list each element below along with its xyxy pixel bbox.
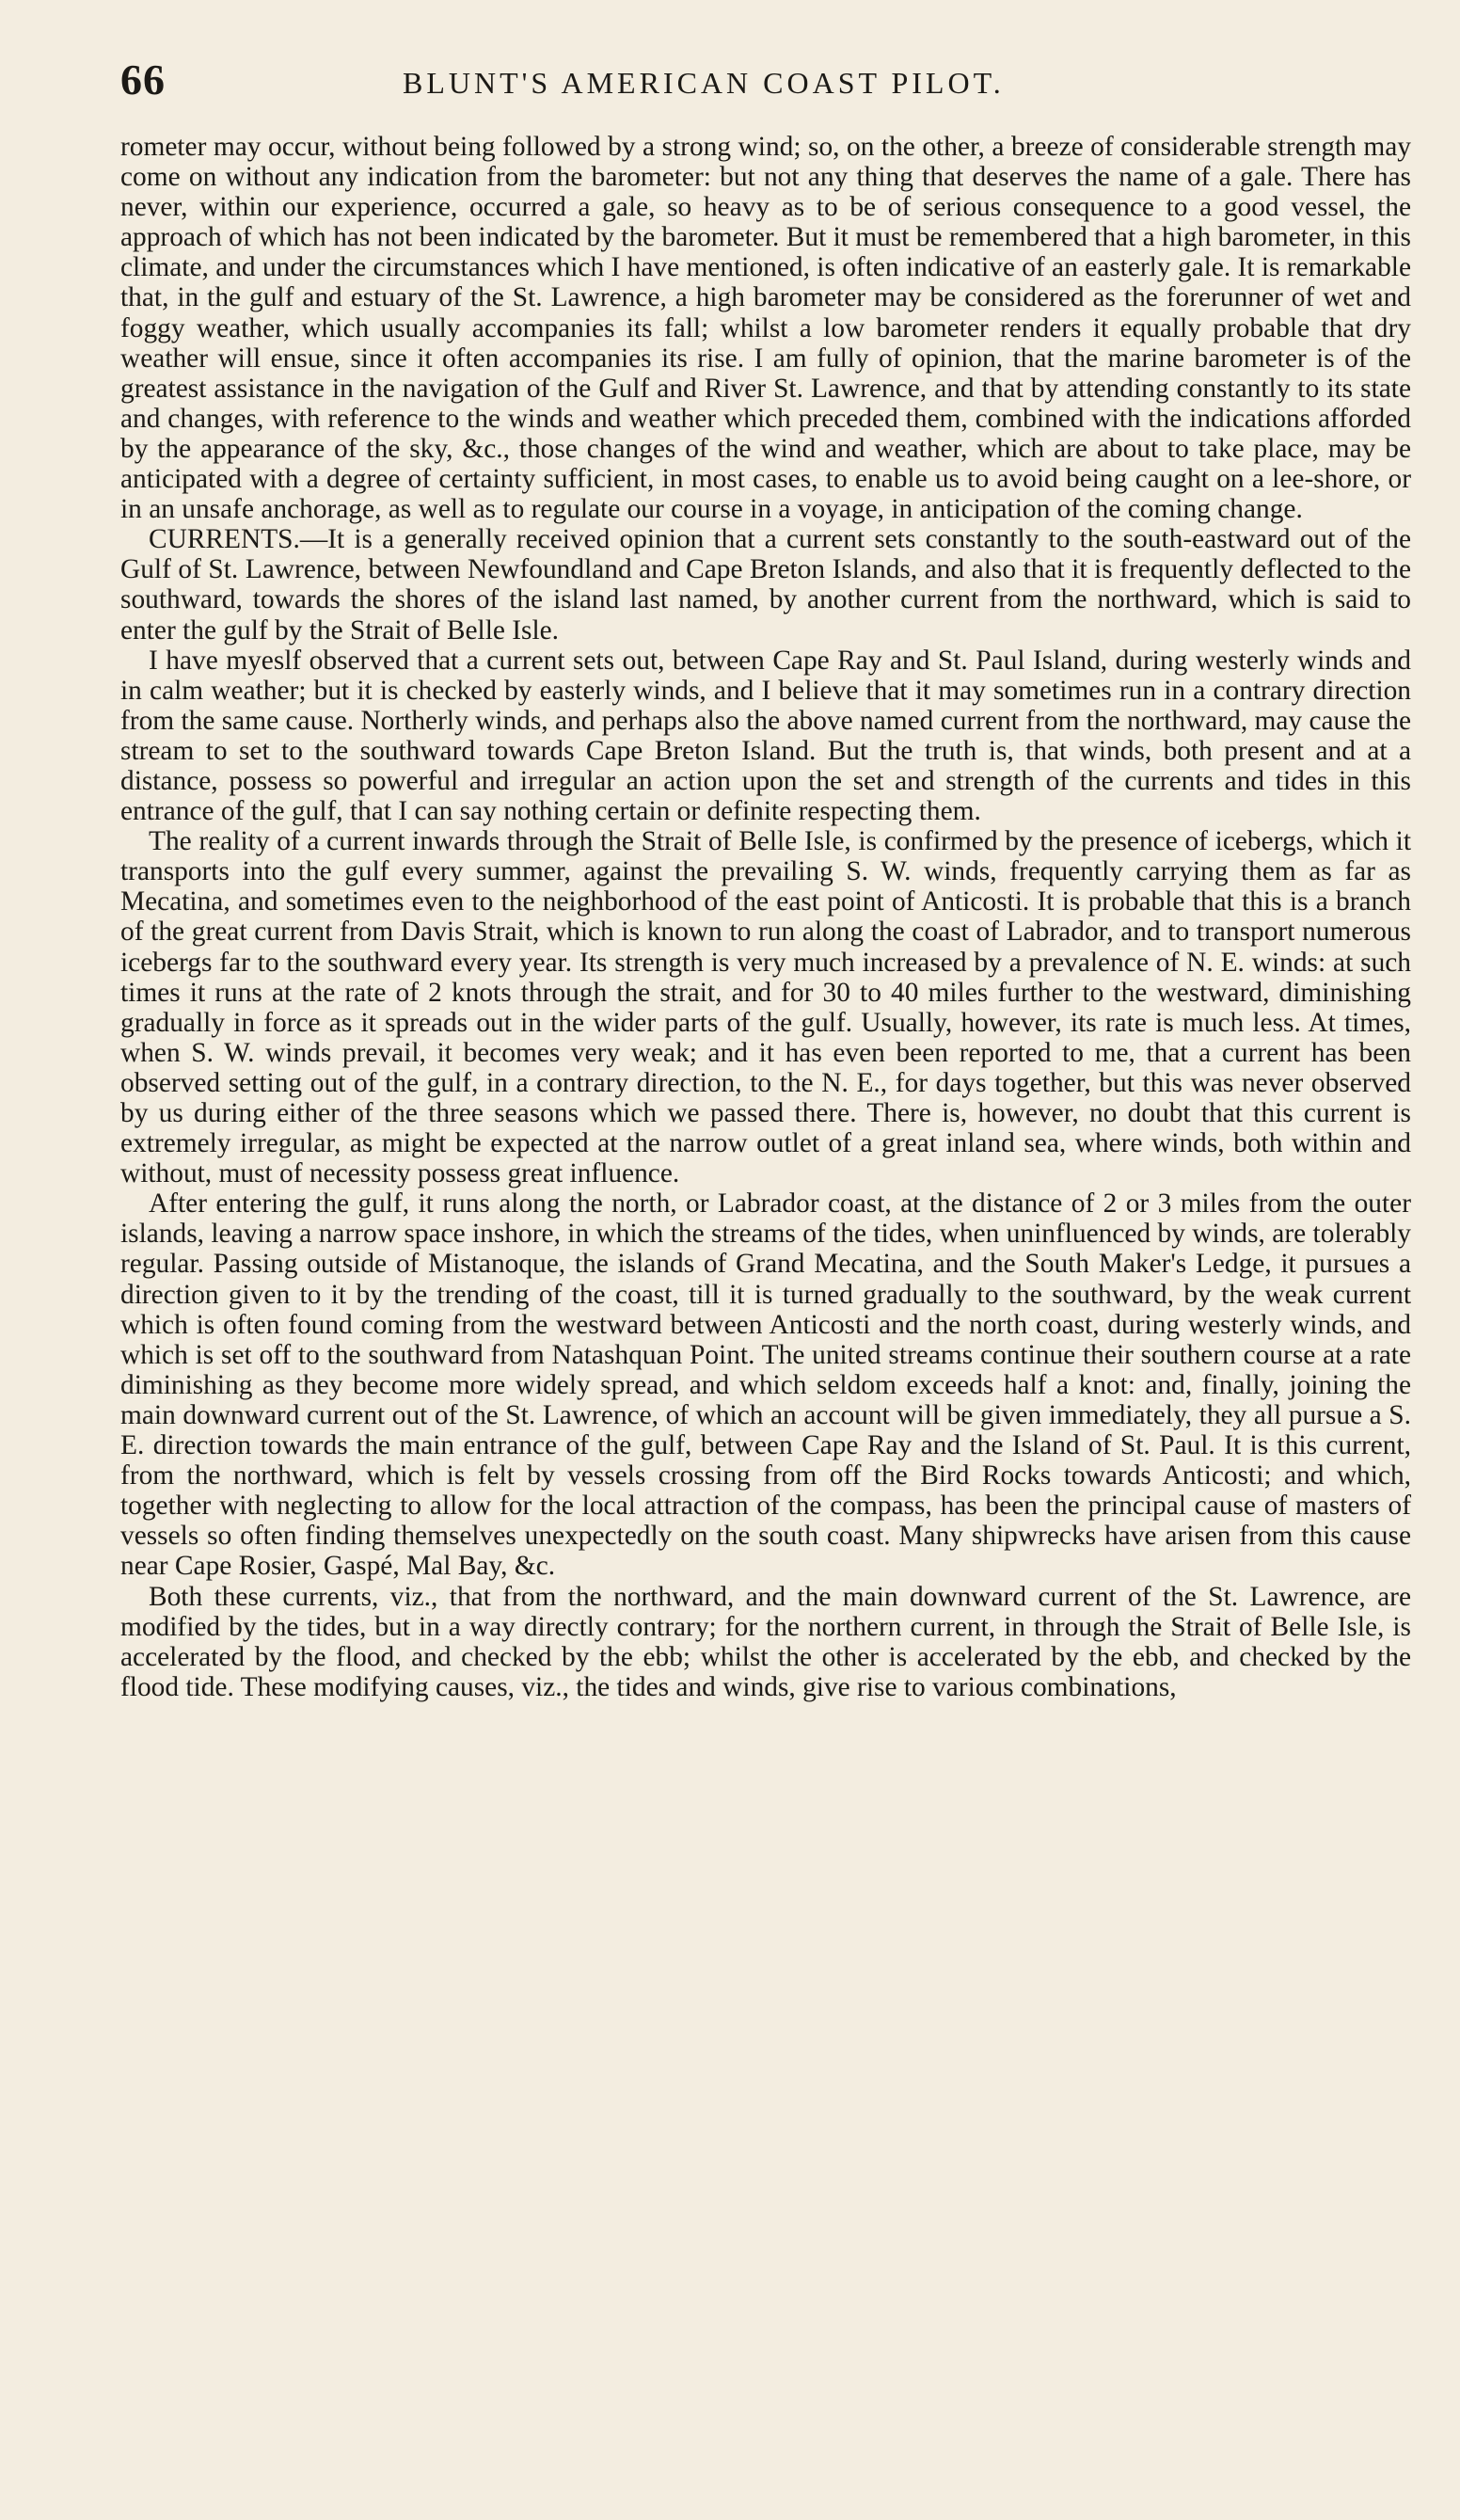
paragraph-currents: CURRENTS.—It is a generally received opinion that a current sets constantly to the south-eastward out of the Gulf of St. Lawrence, between Newfoundland and Cape Breton Islands, and also that it is frequently deflected to the southward, towards the shores of the island last named, by another current from the northward, which is said to enter the gulf by the Strait of Belle Isle. xyxy=(120,524,1411,646)
paragraph-belle-isle: The reality of a current inwards through the Strait of Belle Isle, is confirmed by the presence of icebergs, which it transports into the gulf every summer, against the prevailing S. W. winds, frequently carrying them as far as Mecatina, and sometimes even to the neighborhood of the east point of Anticosti. It is probable that this is a branch of the great current from Davis Strait, which is known to run along the coast of Labrador, and to transport numerous icebergs far to the southward every year. Its strength is very much increased by a prevalence of N. E. winds: at such times it runs at the rate of 2 knots through the strait, and for 30 to 40 miles further to the westward, diminishing gradually in force as it spreads out in the wider parts of the gulf. Usually, however, its rate is much less. At times, when S. W. winds prevail, it becomes very weak; and it has even been reported to me, that a current has been observed setting out of the gulf, in a contrary direction, to the N. E., for days together, but this was never observed by us during either of the three seasons which we passed there. There is, however, no doubt that this current is extremely irregular, as might be expected at the narrow outlet of a great inland sea, where winds, both within and without, must of necessity possess great influence. xyxy=(120,826,1411,1189)
paragraph-cape-ray: I have myeslf observed that a current sets out, between Cape Ray and St. Paul Island, during westerly winds and in calm weather; but it is checked by easterly winds, and I believe that it may sometimes run in a contrary direction from the same cause. Northerly winds, and perhaps also the above named current from the northward, may cause the stream to set to the southward towards Cape Breton Island. But the truth is, that winds, both present and at a distance, possess so powerful and irregular an action upon the set and strength of the currents and tides in this entrance of the gulf, that I can say nothing certain or definite respecting them. xyxy=(120,645,1411,827)
paragraph-after-entering: After entering the gulf, it runs along the north, or Labrador coast, at the distance of 2 or 3 miles from the outer islands, leaving a narrow space inshore, in which the streams of the tides, when uninfluenced by winds, are tolerably regular. Passing outside of Mistanoque, the islands of Grand Mecatina, and the South Maker's Ledge, it pursues a direction given to it by the trending of the coast, till it is turned gradually to the southward, by the weak current which is often found coming from the westward between Anticosti and the north coast, during westerly winds, and which is set off to the southward from Natashquan Point. The united streams continue their southern course at a rate diminishing as they become more widely spread, and which seldom exceeds half a knot: and, finally, joining the main downward current out of the St. Lawrence, of which an account will be given immediately, they all pursue a S. E. direction towards the main entrance of the gulf, between Cape Ray and the Island of St. Paul. It is this current, from the northward, which is felt by vessels crossing from off the Bird Rocks towards Anticosti; and which, together with neglecting to allow for the local attraction of the compass, has been the principal cause of masters of vessels so often finding themselves unexpectedly on the south coast. Many shipwrecks have arisen from this cause near Cape Rosier, Gaspé, Mal Bay, &c. xyxy=(120,1188,1411,1582)
paragraph-both-currents: Both these currents, viz., that from the northward, and the main downward current of the St. Lawrence, are modified by the tides, but in a way directly contrary; for the northern current, in through the Strait of Belle Isle, is accelerated by the flood, and checked by the ebb; whilst the other is accelerated by the ebb, and checked by the flood tide. These modifying causes, viz., the tides and winds, give rise to various combinations, xyxy=(120,1581,1411,1702)
body-text xyxy=(120,132,1411,1702)
running-head: BLUNT'S AMERICAN COAST PILOT. xyxy=(403,66,1005,100)
paragraph-barometer-continued: rometer may occur, without being followed by a strong wind; so, on the other, a breeze of considerable strength may come on without any indication from the barometer: but not any thing that deserves the name of a gale. There has never, within our experience, occurred a gale, so heavy as to be of serious consequence to a good vessel, the approach of which has not been indicated by the barometer. But it must be remembered that a high barometer, in this climate, and under the circumstances which I have mentioned, is often indicative of an easterly gale. It is remarkable that, in the gulf and estuary of the St. Lawrence, a high barometer may be considered as the forerunner of wet and foggy weather, which usually accompanies its fall; whilst a low barometer renders it equally probable that dry weather will ensue, since it often accompanies its rise. I am fully of opinion, that the marine barometer is of the greatest assistance in the navigation of the Gulf and River St. Lawrence, and that by attending constantly to its state and changes, with reference to the winds and weather which preceded them, combined with the indications afforded by the appearance of the sky, &c., those changes of the wind and weather, which are about to take place, may be anticipated with a degree of certainty sufficient, in most cases, to enable us to avoid being caught on a lee-shore, or in an unsafe anchorage, as well as to regulate our course in a voyage, in anticipation of the coming change. xyxy=(120,132,1411,525)
page-header xyxy=(120,49,1411,109)
page-number: 66 xyxy=(120,56,166,104)
